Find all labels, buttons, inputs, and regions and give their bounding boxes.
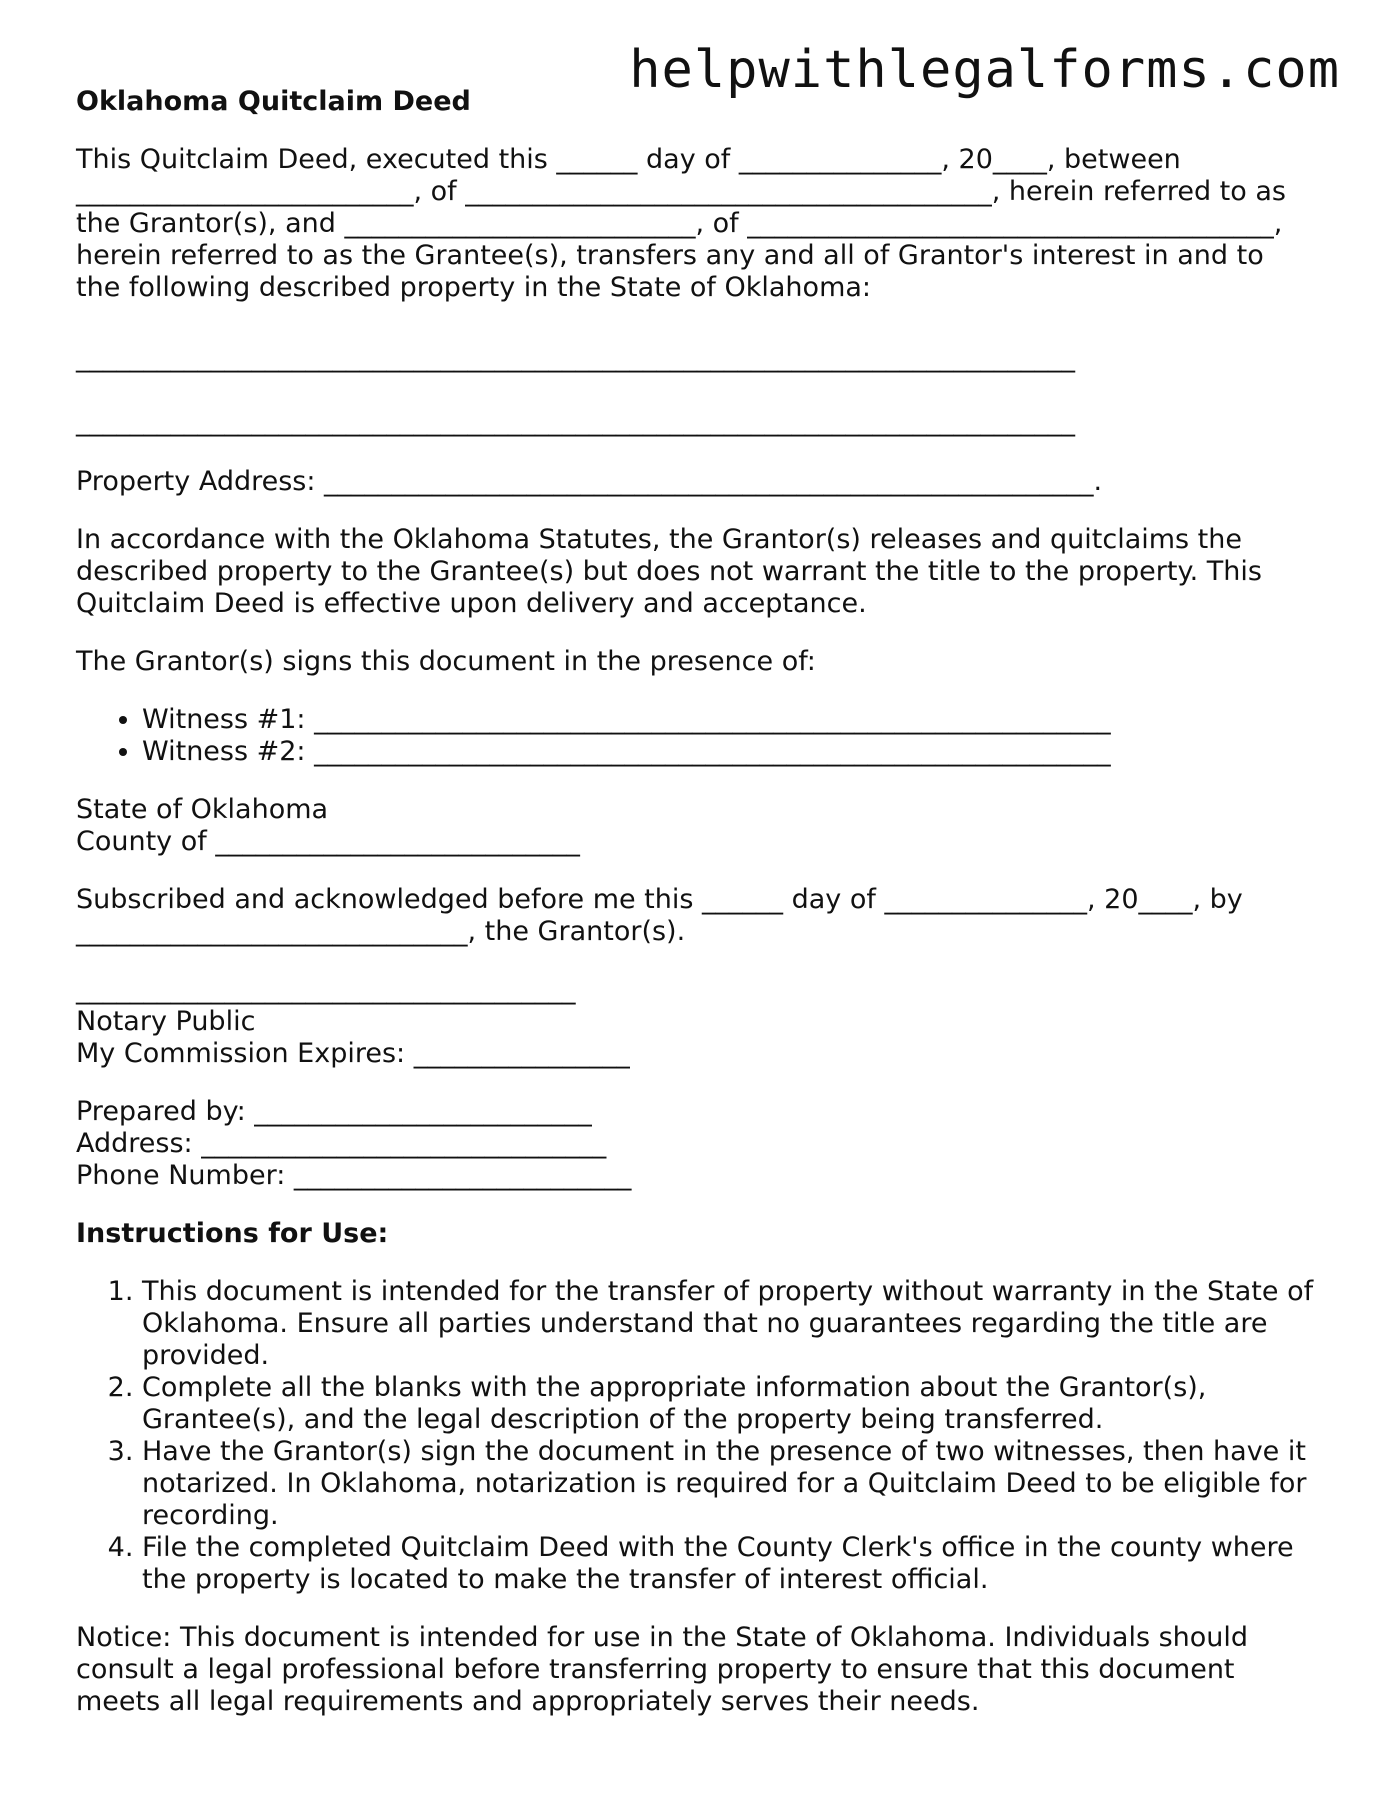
instruction-item: 1. This document is intended for the transfer of property without warranty in the State of Oklahoma. Ensure all parties understand that no guarantees regarding the title are provided. [142,1276,1326,1372]
intro-line-5: the following described property in the State of Oklahoma: [76,272,872,303]
state-label: State of Oklahoma [76,794,329,825]
instruction-item: 2. Complete all the blanks with the appropriate information about the Grantor(s), Grantee(s), and the legal description of the property being transferred. [142,1372,1326,1436]
intro-line-1: This Quitclaim Deed, executed this ______ day of _______________, 20____, between [76,144,1181,175]
notary-signature-line: _____________________________________ [76,974,576,1005]
statute-line-3: Quitclaim Deed is effective upon delivery and acceptance. [76,588,867,619]
witness-list [76,704,1326,768]
witness-2-field: • Witness #2: ___________________________________________________________ [142,736,1326,768]
intro-paragraph [76,144,1326,304]
instructions-list [76,1276,1326,1596]
acknowledgment-line-2: _____________________________, the Grantor(s). [76,916,686,947]
witness-1-field: • Witness #1: ___________________________________________________________ [142,704,1326,736]
intro-line-3: the Grantor(s), and __________________________, of _______________________________________, [76,208,1283,239]
site-watermark: helpwithlegalforms.com [629,40,1340,100]
preparer-address-field: Address: ______________________________ [76,1128,607,1159]
statute-line-1: In accordance with the Oklahoma Statutes, the Grantor(s) releases and quitclaims the [76,524,1242,555]
instruction-item: 3. Have the Grantor(s) sign the document in the presence of two witnesses, then have it notarized. In Oklahoma, notarization is required for a Quitclaim Deed to be eligible for recording. [142,1436,1326,1532]
prepared-by-block [76,1096,1326,1192]
county-field: County of ___________________________ [76,826,580,857]
statute-paragraph [76,524,1326,620]
instructions-heading: Instructions for Use: [76,1218,389,1249]
notice-paragraph: Notice: This document is intended for use in the State of Oklahoma. Individuals should consult a legal professional before transferring property to ensure that this document meets all legal requirements and appropriately serves their needs. [76,1622,1249,1717]
commission-expires-field: My Commission Expires: ________________ [76,1038,630,1069]
notary-title: Notary Public [76,1006,256,1037]
intro-line-2: _________________________, of _______________________________________, herein referred to as [76,176,1286,207]
venue-block [76,794,1326,858]
property-description-line-2: __________________________________________________________________________ [76,406,1075,437]
intro-line-4: herein referred to as the Grantee(s), transfers any and all of Grantor's interest in and to [76,240,1264,271]
property-address-field: Property Address: _________________________________________________________. [76,466,1103,497]
document-title: Oklahoma Quitclaim Deed [76,86,471,117]
statute-line-2: described property to the Grantee(s) but does not warrant the title to the property. This [76,556,1262,587]
prepared-by-field: Prepared by: _________________________ [76,1096,592,1127]
presence-statement: The Grantor(s) signs this document in the presence of: [76,646,816,677]
notary-block [76,974,1326,1070]
property-description-line-1: __________________________________________________________________________ [76,342,1075,373]
acknowledgment-paragraph [76,884,1326,948]
preparer-phone-field: Phone Number: _________________________ [76,1160,632,1191]
instruction-item: 4. File the completed Quitclaim Deed with the County Clerk's office in the county where the property is located to make the transfer of interest official. [142,1532,1326,1596]
acknowledgment-line-1: Subscribed and acknowledged before me this ______ day of _______________, 20____, by [76,884,1243,915]
deed-document [76,86,1326,1718]
